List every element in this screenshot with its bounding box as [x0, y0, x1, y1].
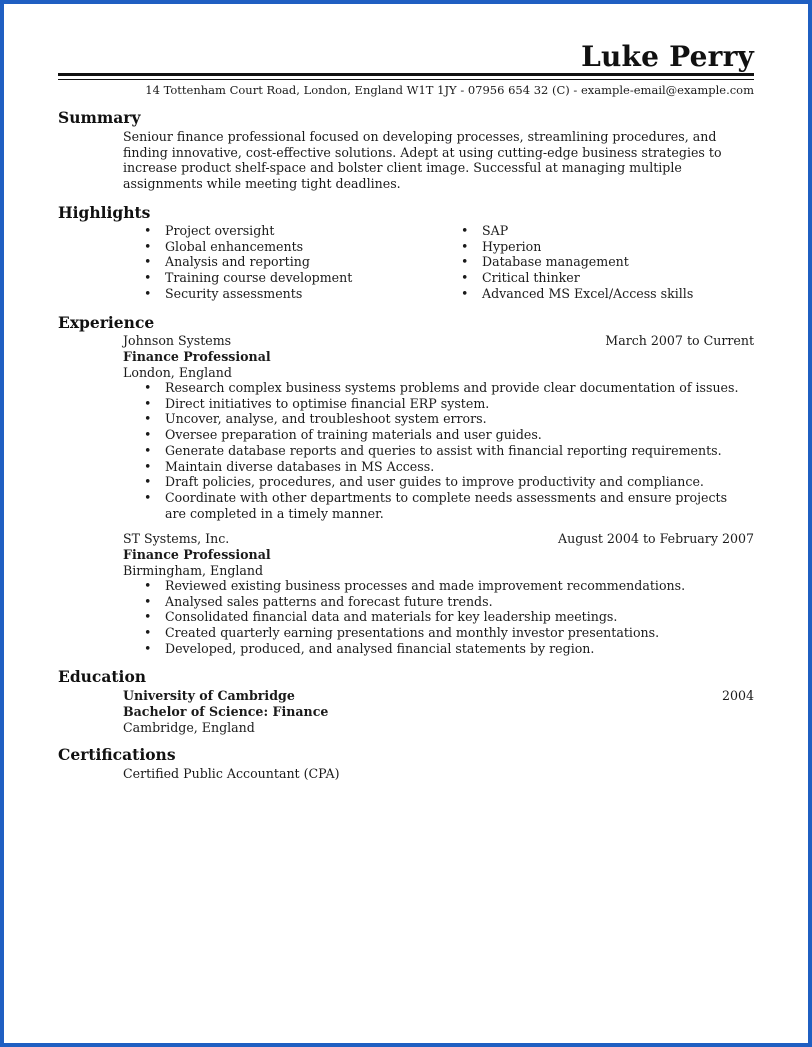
job-location: Birmingham, England — [123, 563, 264, 578]
education-degree-row: Bachelor of Science: Finance — [123, 704, 329, 719]
highlight-item: • Analysis and reporting — [141, 254, 352, 270]
highlights-left-list — [141, 223, 352, 302]
highlight-item: • Global enhancements — [141, 239, 352, 255]
summary-line: assignments while meeting tight deadlines. — [123, 176, 401, 192]
job-bullet: • Coordinate with other departments to complete needs assessments and ensure projects are completed in a timely manner. — [141, 490, 741, 521]
highlight-item: • Project oversight — [141, 223, 352, 239]
contact-address: 14 Tottenham Court Road, London, England W1T 1JY — [145, 83, 457, 97]
highlight-item: • Security assessments — [141, 286, 352, 302]
section-heading-highlights: Highlights — [58, 203, 151, 222]
job-bullet: • Developed, produced, and analysed financial statements by region. — [141, 641, 741, 657]
highlight-item: • SAP — [458, 223, 693, 239]
education-year: 2004 — [721, 688, 754, 703]
contact-phone: - 07956 654 32 (C) — [460, 83, 569, 97]
header-rule-thin — [58, 79, 754, 80]
section-heading-certifications: Certifications — [58, 745, 176, 764]
highlight-item: • Critical thinker — [458, 270, 693, 286]
job-header-row — [123, 333, 754, 349]
summary-line: Seniour finance professional focused on developing processes, streamlining procedures, and — [123, 129, 717, 144]
job-bullet: • Analysed sales patterns and forecast future trends. — [141, 594, 741, 610]
job-bullet: • Oversee preparation of training materials and user guides. — [141, 427, 741, 443]
job-dates: March 2007 to Current — [605, 333, 754, 348]
contact-line — [145, 83, 754, 97]
section-heading-summary: Summary — [58, 108, 141, 127]
education-degree: Bachelor of Science — [123, 704, 264, 719]
job-bullet: • Maintain diverse databases in MS Access. — [141, 459, 741, 475]
candidate-name: Luke Perry — [581, 40, 754, 73]
summary-text — [123, 129, 743, 192]
job-bullet: • Uncover, analyse, and troubleshoot system errors. — [141, 411, 741, 427]
job-title: Finance Professional — [123, 349, 271, 364]
job-bullet: • Generate database reports and queries to assist with financial reporting requirements. — [141, 443, 741, 459]
job-dates: August 2004 to February 2007 — [558, 531, 754, 546]
job-bullets — [141, 578, 741, 657]
header-rule-thick — [58, 73, 754, 76]
education-field: Finance — [272, 704, 329, 719]
education-header-row — [123, 688, 754, 704]
section-heading-experience: Experience — [58, 313, 155, 332]
highlight-item: • Training course development — [141, 270, 352, 286]
highlight-item: • Advanced MS Excel/Access skills — [458, 286, 693, 302]
job-title: Finance Professional — [123, 547, 271, 562]
education-school: University of Cambridge — [123, 688, 295, 703]
job-bullet: • Direct initiatives to optimise financial ERP system. — [141, 396, 741, 412]
summary-line: increase product shelf-space and bolster client image. Successful at managing multiple — [123, 160, 682, 176]
job-location: London, England — [123, 365, 232, 380]
certification-item: Certified Public Accountant (CPA) — [123, 766, 340, 781]
job-bullet: • Draft policies, procedures, and user guides to improve productivity and compliance. — [141, 474, 741, 490]
highlight-item: • Hyperion — [458, 239, 693, 255]
education-location: Cambridge, England — [123, 720, 255, 735]
job-bullet: • Reviewed existing business processes and made improvement recommendations. — [141, 578, 741, 594]
job-company: Johnson Systems — [123, 333, 232, 348]
summary-line: finding innovative, cost-effective solutions. Adept at using cutting-edge business strategies to — [123, 144, 722, 160]
highlight-item: • Database management — [458, 254, 693, 270]
job-bullets — [141, 380, 741, 521]
contact-email[interactable]: - example-email@example.com — [573, 83, 754, 97]
job-header-row — [123, 531, 754, 547]
section-heading-education: Education — [58, 667, 147, 686]
job-bullet: • Created quarterly earning presentations and monthly investor presentations. — [141, 625, 741, 641]
job-bullet: • Research complex business systems problems and provide clear documentation of issues. — [141, 380, 741, 396]
highlights-right-list — [458, 223, 693, 302]
job-bullet: • Consolidated financial data and materials for key leadership meetings. — [141, 609, 741, 625]
job-company: ST Systems, Inc. — [123, 531, 230, 546]
